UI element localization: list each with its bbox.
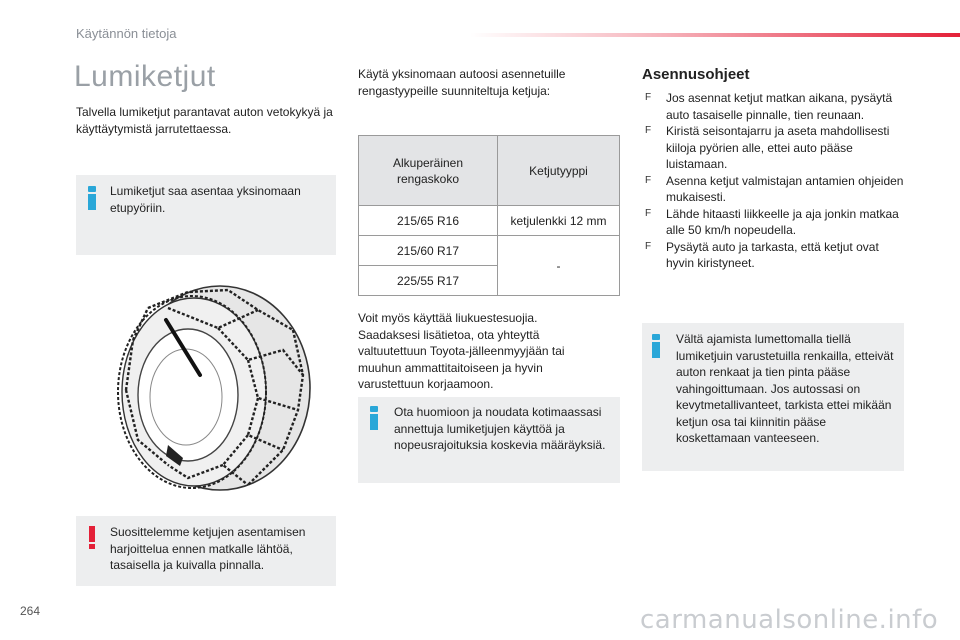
table-cell: -: [498, 236, 620, 296]
tire-with-snow-chain-icon: [108, 280, 318, 500]
bullet-glyph: F: [645, 174, 652, 186]
install-heading: Asennusohjeet: [642, 66, 750, 83]
list-item: F Asenna ketjut valmistajan antamien ohjeiden mukaisesti.: [645, 173, 904, 204]
info-icon: [370, 406, 378, 430]
table-cell: ketjulenkki 12 mm: [498, 206, 620, 236]
tire-chain-table: [358, 135, 620, 296]
snow-socks-paragraph: Voit myös käyttää liukuestesuojia. Saadaksesi lisätietoa, ota yhteyttä valtuutettuun Toyota-jälleenmyyjään tai muuhun ammattitaitoiseen ja hyvin varustettuun korjaamoon.: [358, 311, 565, 391]
bullet-glyph: F: [645, 92, 652, 103]
table-cell: 215/65 R16: [359, 206, 498, 236]
table-cell: 225/55 R17: [359, 266, 498, 296]
info-icon: [88, 186, 96, 210]
intro-paragraph: Talvella lumiketjut parantavat auton vetokykyä ja käyttäytymistä jarrutettaessa.: [76, 105, 333, 136]
page-title: Lumiketjut: [74, 60, 216, 93]
mid-intro-paragraph: Käytä yksinomaan autoosi asennetuille rengastyypeille suunniteltuja ketjuja:: [358, 67, 566, 98]
table-header: Alkuperäinen rengaskoko: [359, 136, 498, 206]
info-box-snowless-roads: [642, 323, 904, 471]
table-header: Ketjutyyppi: [498, 136, 620, 206]
info-text: Vältä ajamista lumettomalla tiellä lumiketjuin varustetuilla renkailla, etteivät auton renkaat ja tien pinta pääse vahingoittumaan. Jos autossasi on kevytmetallivanteet, tarkista ettei mikään ketjun osa tai kiinnitin pääse koskettamaan vanteeseen.: [676, 332, 894, 445]
info-text: Ota huomioon ja noudata kotimaassasi annettuja lumiketjujen käyttöä ja nopeusrajoituksia koskevia määräyksiä.: [394, 405, 606, 452]
list-item: F Kiristä seisontajarru ja aseta mahdollisesti kiiloja pyörien alle, ettei auto pääse luistamaan.: [645, 124, 890, 171]
install-steps-list: [642, 90, 907, 272]
table-row: [359, 206, 620, 236]
warning-text: Suosittelemme ketjujen asentamisen harjoittelua ennen matkalle lähtöä, tasaisella ja kuivalla pinnalla.: [110, 525, 306, 572]
section-title: Käytännön tietoja: [76, 26, 177, 41]
list-item: F Pysäytä auto ja tarkasta, että ketjut ovat hyvin kiristyneet.: [645, 239, 879, 270]
info-icon: [652, 334, 660, 358]
bullet-glyph: F: [645, 207, 652, 219]
table-cell: 215/60 R17: [359, 236, 498, 266]
warning-exclamation-icon: [88, 526, 96, 549]
page-number: 264: [20, 604, 41, 618]
info-box-front-wheels: [76, 175, 336, 255]
bullet-glyph: F: [645, 125, 652, 136]
watermark: carmanualsonline.info: [640, 605, 939, 635]
list-item: F Jos asennat ketjut matkan aikana, pysäytä auto tasaiselle pinnalle, tien reunaan.: [645, 91, 893, 122]
info-box-regulations: [358, 397, 620, 483]
header-accent-bar: [470, 33, 960, 37]
info-text: Lumiketjut saa asentaa yksinomaan etupyöriin.: [110, 184, 301, 215]
bullet-glyph: F: [645, 240, 652, 252]
warning-box-practice: [76, 516, 336, 586]
table-row: [359, 236, 620, 266]
list-item: F Lähde hitaasti liikkeelle ja aja jonkin matkaa alle 50 km/h nopeudella.: [645, 206, 899, 237]
